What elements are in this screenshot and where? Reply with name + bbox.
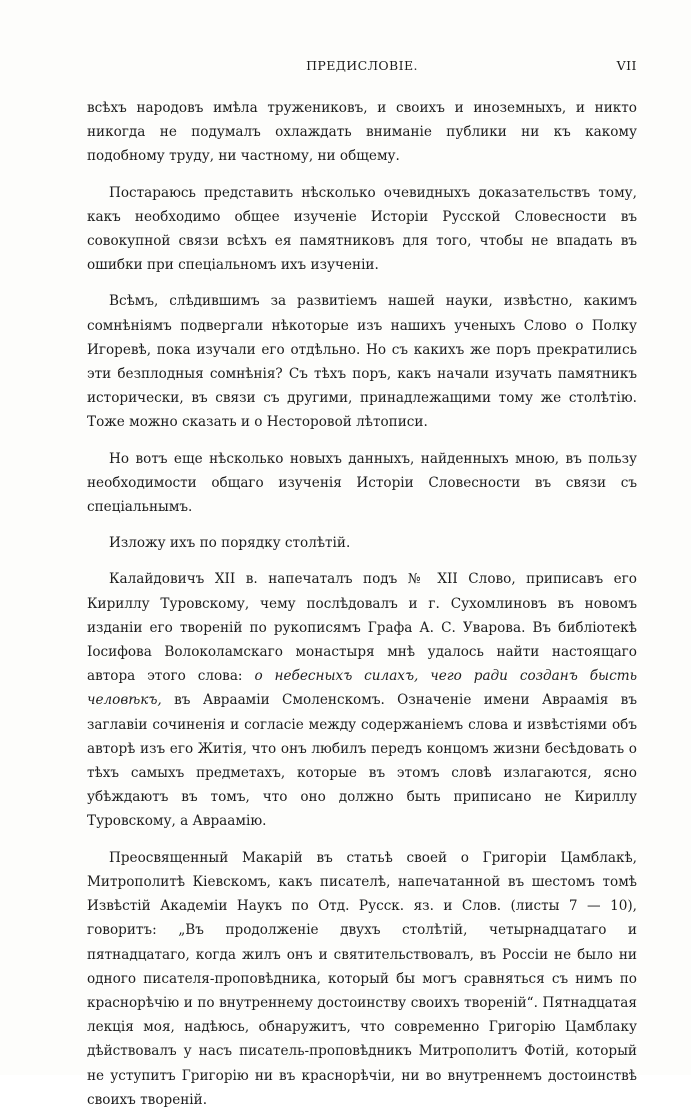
- running-header: [87, 58, 637, 78]
- sermon-title-italic: о небесныхъ силахъ, чего ради созданъ бысть человѣкъ,: [87, 668, 637, 709]
- kalaidovich-text-start: Калайдовичъ XII в. напечаталъ подъ № XII Слово, приписавъ его Кириллу Туровскому, чему послѣдовалъ и г. Сухомлиновъ въ новомъ изданіи его твореній по рукописямъ Графа А. С. Уварова. Въ библіотекѣ Іосифова Волоколамскаго монастыря мнѣ удалось найти настоящаго автора этого слова:: [87, 571, 637, 685]
- kalaidovich-text-end: въ Авраамiи Смоленскомъ. Означеніе имени Авраамія въ заглавіи сочиненія и согласіе между содержаніемъ слова и извѣстіями объ авторѣ изъ его Житія, что онъ любилъ передъ концомъ жизни бесѣдовать о тѣхъ самыхъ предметахъ, которые въ этомъ словѣ излагаются, ясно убѣждаютъ въ томъ, что оно должно быть приписано не Кириллу Туровскому, а Авраамію.: [87, 692, 637, 830]
- page-number: VII: [616, 58, 637, 73]
- paragraph-kalaidovich: [87, 567, 637, 833]
- paragraph-igor-tale: Всѣмъ, слѣдившимъ за развитіемъ нашей науки, извѣстно, какимъ сомнѣніямъ подвергали нѣкоторые изъ нашихъ ученыхъ Слово о Полку Игоревѣ, пока изучали его отдѣльно. Но съ какихъ же поръ прекратились эти безплодныя сомнѣнія? Съ тѣхъ поръ, какъ начали изучать памятникъ исторически, въ связи съ другими, принадлежащими тому же столѣтію. Тоже можно сказать и о Несторовой лѣтописи.: [87, 293, 637, 431]
- paragraph-by-centuries: Изложу ихъ по порядку столѣтій.: [109, 535, 351, 552]
- paragraph-proof-intro: Постараюсь представить нѣсколько очевидныхъ доказательствъ тому, какъ необходимо общее изученіе Исторіи Русской Словесности въ совокупной связи всѣхъ ея памятниковъ для того, чтобы не впадать въ ошибки при спеціальномъ ихъ изученіи.: [87, 184, 637, 274]
- paragraph-makarii: Преосвященный Макарій въ статьѣ своей о Григоріи Цамблакѣ, Митрополитѣ Кіевскомъ, какъ писателѣ, напечатанной въ шестомъ томѣ Извѣстій Академіи Наукъ по Отд. Русск. яз. и Слов. (листы 7 — 10), говоритъ: „Въ продолженіе двухъ столѣтій, четырнадцатаго и пятнадцатаго, когда жилъ онъ и святительствовалъ, въ Россіи не было ни одного писателя-проповѣдника, который бы могъ сравняться съ нимъ по краснорѣчію и по внутреннему достоинству своихъ твореній“. Пятнадцатая лекція моя, надѣюсь, обнаружитъ, что современно Григорію Цамблаку дѣйствовалъ у насъ писатель-проповѣдникъ Митрополитъ Фотій, который не уступитъ Григорію ни въ краснорѣчіи, ни во внутреннемъ достоинствѣ своихъ твореній.: [87, 849, 637, 1108]
- paragraph-continuation: всѣхъ народовъ имѣла тружениковъ, и своихъ и иноземныхъ, и никто никогда не подумалъ охлаждать вниманіе публики ни къ какому подобному труду, ни частному, ни общему.: [87, 100, 637, 165]
- running-title: ПРЕДИСЛОВІЕ.: [306, 58, 418, 73]
- body-text: [87, 96, 637, 1112]
- paragraph-new-data: Но вотъ еще нѣсколько новыхъ данныхъ, найденныхъ мною, въ пользу необходимости общаго изученія Исторіи Словесности въ связи съ спеціальнымъ.: [87, 450, 637, 516]
